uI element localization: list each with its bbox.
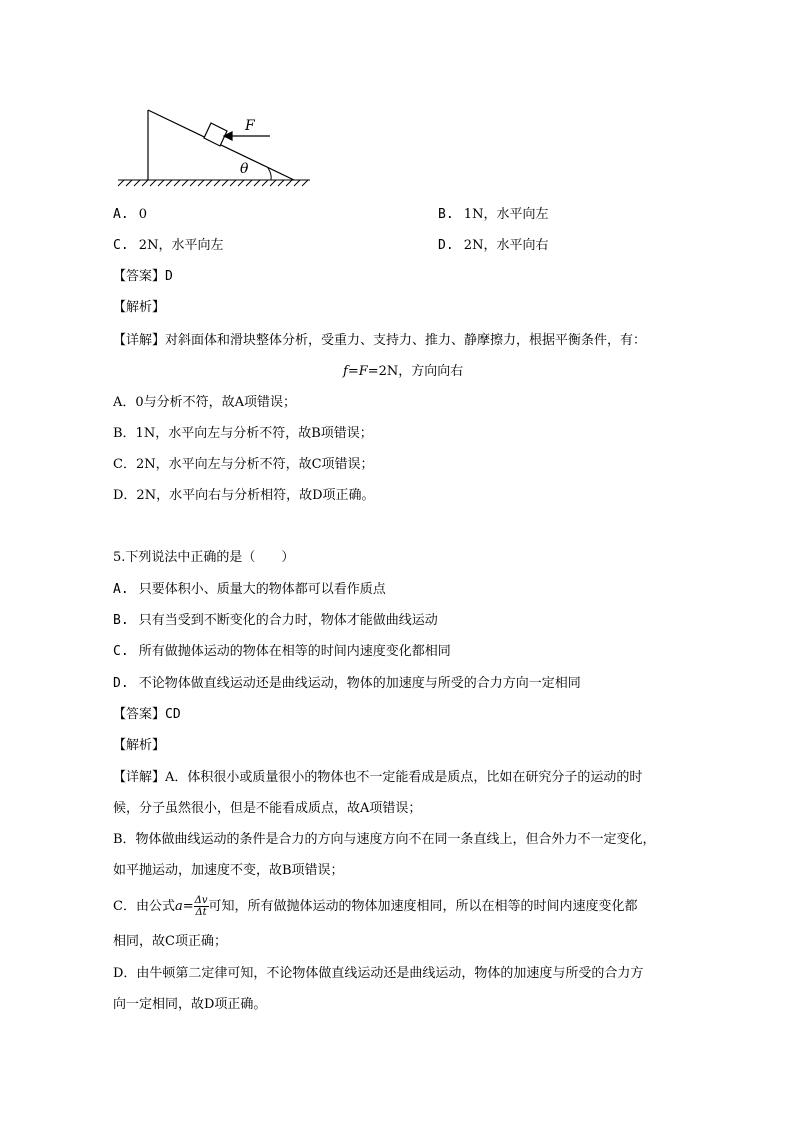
option-text: 所有做抛体运动的物体在相等的时间内速度变化都相同 <box>138 644 451 659</box>
q4-line-b: B．1N，水平向左与分析不符，故B项错误； <box>113 426 373 441</box>
answer-tag: 【答案】 <box>113 707 166 722</box>
angle-label: θ <box>240 161 249 177</box>
q4-line-a: A．0与分析不符，故A项错误； <box>113 395 297 410</box>
q5-option-b <box>113 613 438 629</box>
q4-option-a <box>113 207 147 223</box>
formula-fraction <box>194 895 209 918</box>
option-letter: C. <box>113 644 129 659</box>
q4-analysis-tag: 【解析】 <box>113 300 166 315</box>
sliding-block <box>204 123 227 146</box>
q4-option-d <box>438 238 548 254</box>
q5-detail-b-line1: B．物体做曲线运动的条件是合力的方向与速度方向不在同一条直线上，但合外力不一定变化， <box>113 832 656 847</box>
q5-detail-c-line2: 相同，故C项正确； <box>113 934 227 949</box>
option-text: 不论物体做直线运动还是曲线运动，物体的加速度与所受的合力方向一定相同 <box>138 676 581 691</box>
formula-eq: = <box>347 364 359 379</box>
q5-detail-d-line1: D．由牛顿第二定律可知，不论物体做直线运动还是曲线运动，物体的加速度与所受的合力方 <box>113 966 644 981</box>
q5-detail-c-line1 <box>113 895 638 919</box>
answer-value: D <box>165 269 173 284</box>
q4-formula <box>343 364 463 380</box>
ground-hatching <box>118 180 310 186</box>
detail-prefix: C．由公式 <box>113 899 175 914</box>
formula-f: f <box>343 364 348 379</box>
q4-detail <box>113 333 646 349</box>
force-label: F <box>245 118 255 134</box>
q5-detail-a-line1 <box>113 770 642 786</box>
incline-figure <box>110 100 320 192</box>
q4-option-c <box>113 238 223 254</box>
option-letter: B. <box>438 207 454 222</box>
answer-value: CD <box>165 707 181 722</box>
formula-a: a <box>174 899 183 914</box>
option-letter: A. <box>113 207 129 222</box>
option-text: 只有当受到不断变化的合力时，物体才能做曲线运动 <box>138 613 438 628</box>
option-letter: A. <box>113 582 129 597</box>
q5-answer <box>113 707 181 723</box>
q5-detail-a-line2: 候，分子虽然很小，但是不能看成质点，故A项错误； <box>113 801 422 816</box>
option-text: 1N，水平向左 <box>463 207 549 222</box>
q4-line-d: D．2N，水平向右与分析相符，故D项正确。 <box>113 488 375 503</box>
detail-tag: 【详解】 <box>113 770 166 785</box>
option-letter: C. <box>113 238 129 253</box>
q4-answer <box>113 269 173 285</box>
angle-arc <box>268 168 271 180</box>
option-text: 只要体积小、质量大的物体都可以看作质点 <box>138 582 386 597</box>
q4-option-b <box>438 207 548 223</box>
formula-value: =2N，方向向右 <box>367 364 464 379</box>
detail-text: 对斜面体和滑块整体分析，受重力、支持力、推力、静摩擦力，根据平衡条件，有： <box>165 333 647 348</box>
q5-option-a <box>113 582 386 598</box>
option-text: 2N，水平向右 <box>463 238 549 253</box>
formula-F: F <box>358 364 368 379</box>
q5-option-c <box>113 644 451 660</box>
option-letter: D. <box>438 238 454 253</box>
detail-text: A．体积很小或质量很小的物体也不一定能看成是质点，比如在研究分子的运动的时 <box>165 770 643 785</box>
q5-analysis-tag: 【解析】 <box>113 738 166 753</box>
option-text: 0 <box>138 207 148 222</box>
q4-line-c: C．2N，水平向左与分析不符，故C项错误； <box>113 457 374 472</box>
option-letter: B. <box>113 613 129 628</box>
detail-tag: 【详解】 <box>113 333 166 348</box>
q5-option-d <box>113 676 581 692</box>
formula-denominator: Δt <box>195 907 207 918</box>
option-text: 2N，水平向左 <box>138 238 224 253</box>
q5-detail-d-line2: 向一定相同，故D项正确。 <box>113 997 267 1012</box>
option-letter: D. <box>113 676 129 691</box>
detail-suffix: 可知，所有做抛体运动的物体加速度相同，所以在相等的时间内速度变化都 <box>208 899 638 914</box>
q5-stem: 5.下列说法中正确的是（ ） <box>113 550 295 565</box>
q5-detail-b-line2: 如平抛运动，加速度不变，故B项错误； <box>113 863 344 878</box>
formula-eq: = <box>182 899 194 914</box>
formula-numerator: Δv <box>194 895 208 906</box>
answer-tag: 【答案】 <box>113 269 166 284</box>
